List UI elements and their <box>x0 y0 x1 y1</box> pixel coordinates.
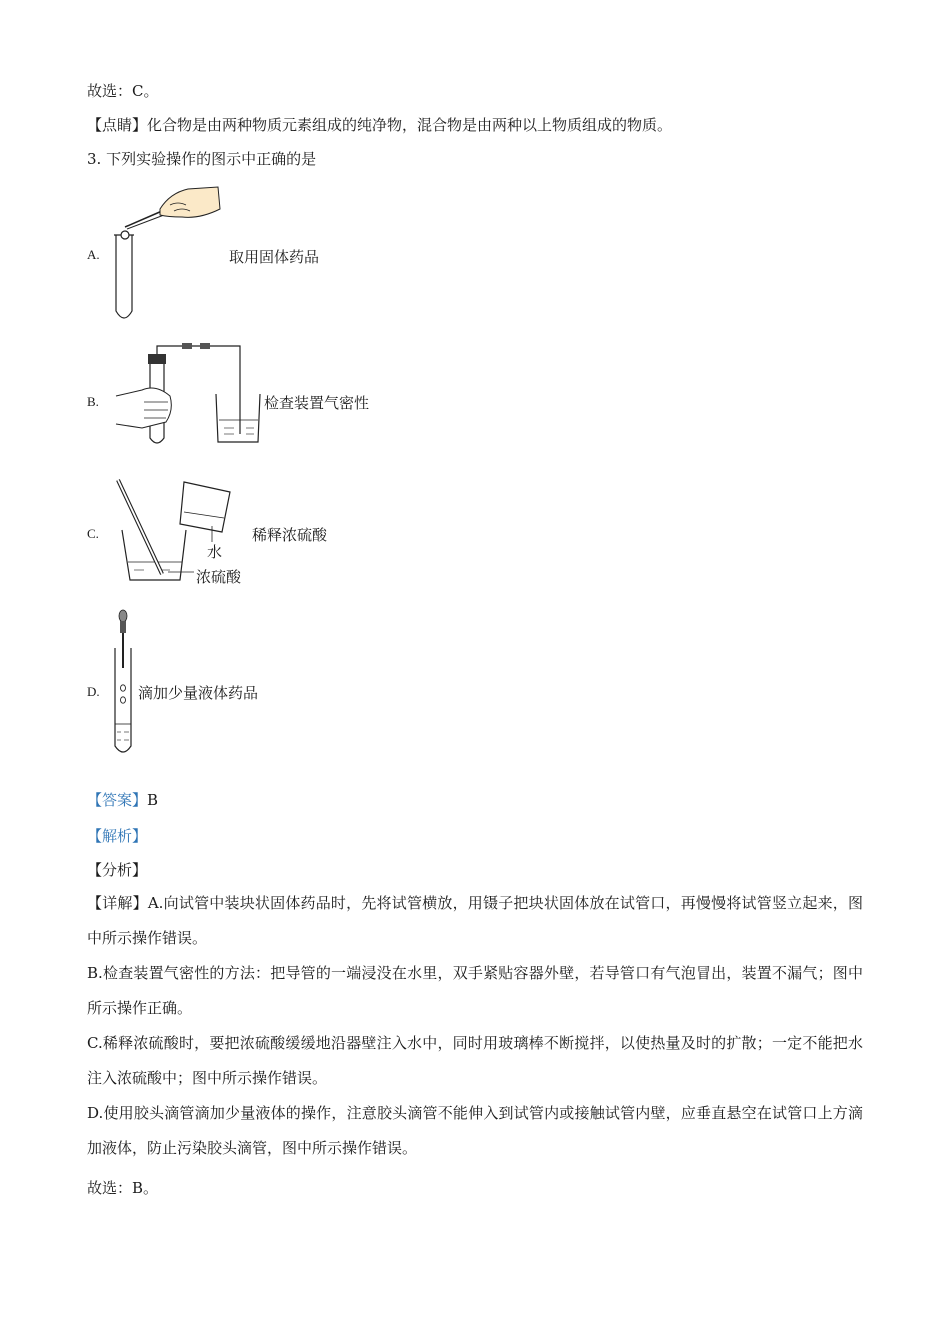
answer-line <box>87 790 158 810</box>
detail-a-paragraph <box>87 886 863 956</box>
detail-c-paragraph: C.稀释浓硫酸时，要把浓硫酸缓缓地沿器壁注入水中，同时用玻璃棒不断搅拌，以使热量及时的扩散；一定不能把水注入浓硫酸中；图中所示操作错误。 <box>87 1034 863 1087</box>
figure-a-tweezers-test-tube <box>108 183 228 323</box>
detail-tag: 【详解】 <box>87 894 148 912</box>
option-d-caption: 滴加少量液体药品 <box>138 684 259 702</box>
option-b-letter: B. <box>87 394 99 409</box>
final-answer: 故选：B。 <box>87 1179 159 1197</box>
option-b-caption: 检查装置气密性 <box>264 394 370 412</box>
figure-d-dropper <box>110 608 140 758</box>
answer-value: B <box>147 791 159 809</box>
detail-a-text: A.向试管中装块状固体药品时，先将试管横放，用镊子把块状固体放在试管口，再慢慢将试管竖立起来，图中所示操作错误。 <box>87 894 863 947</box>
option-c-caption: 稀释浓硫酸 <box>252 526 328 544</box>
previous-note: 【点睛】化合物是由两种物质元素组成的纯净物，混合物是由两种以上物质组成的物质。 <box>87 116 673 134</box>
answer-tag: 【答案】 <box>87 791 148 809</box>
fenxi-tag: 【分析】 <box>87 861 148 879</box>
detail-b-paragraph: B.检查装置气密性的方法：把导管的一端浸没在水里，双手紧贴容器外壁，若导管口有气泡冒出，装置不漏气；图中所示操作正确。 <box>87 964 863 1017</box>
option-c-letter: C. <box>87 526 99 541</box>
previous-answer: 故选：C。 <box>87 82 159 100</box>
question-stem: 3. 下列实验操作的图示中正确的是 <box>87 150 317 168</box>
figure-b-airtightness-check <box>112 340 262 450</box>
option-d-letter: D. <box>87 684 100 699</box>
option-a-letter: A. <box>87 247 100 262</box>
label-water: 水 <box>207 543 223 561</box>
detail-d-paragraph: D.使用胶头滴管滴加少量液体的操作，注意胶头滴管不能伸入到试管内或接触试管内壁，应垂直悬空在试管口上方滴加液体，防止污染胶头滴管，图中所示操作错误。 <box>87 1104 863 1157</box>
analysis-tag: 【解析】 <box>87 827 148 845</box>
option-a-caption: 取用固体药品 <box>229 248 320 266</box>
label-concentrated-acid: 浓硫酸 <box>196 568 242 586</box>
